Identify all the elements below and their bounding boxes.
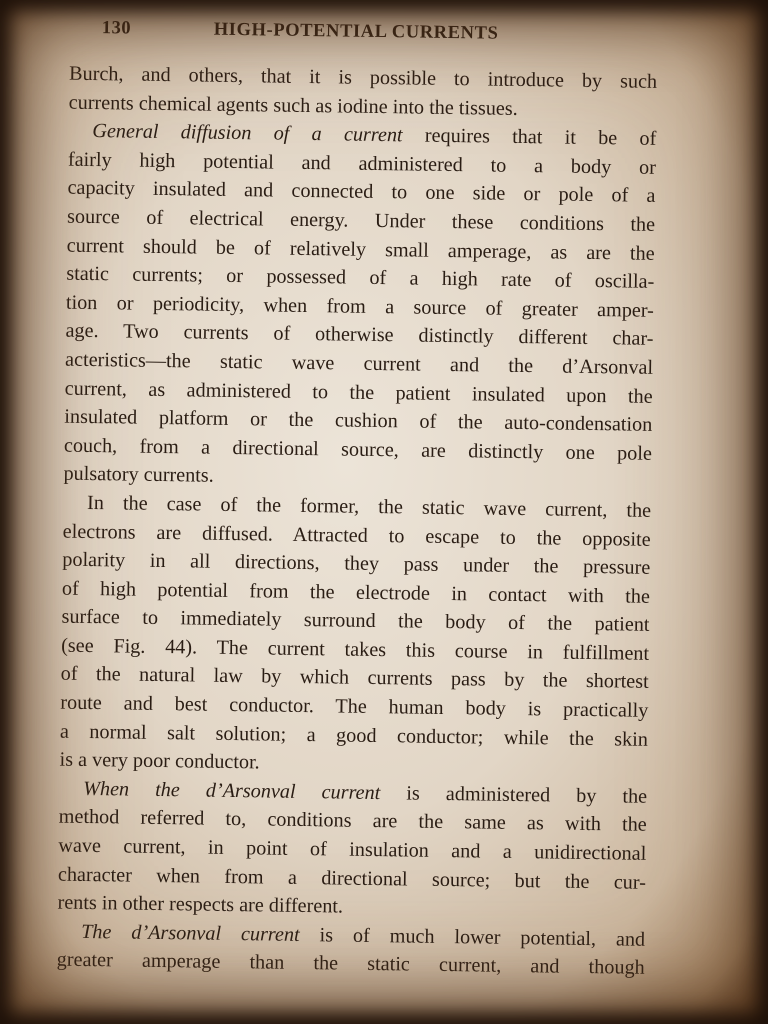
text-line: method referred to, conditions are the same as with the	[58, 806, 647, 837]
body-text	[57, 60, 690, 984]
paragraph	[63, 117, 688, 497]
paragraph	[59, 489, 683, 784]
text-line: age. Two currents of otherwise distinctly different char-	[65, 319, 654, 351]
text-line: static currents; or possessed of a high rate of oscilla-	[66, 262, 655, 294]
text-line: is a very poor conductor.	[59, 748, 260, 774]
text-line: of high potential from the electrode in contact with the	[61, 577, 651, 608]
text-line: surface to immediately surround the body of the patient	[61, 605, 650, 637]
text-line: pulsatory currents.	[63, 462, 214, 488]
text-line: rents in other respects are different.	[57, 891, 344, 918]
text-line: (see Fig. 44). The current takes this course in fulfillment	[60, 634, 650, 665]
text-line: polarity in all directions, they pass under the pressure	[62, 548, 651, 579]
italic-lead: When the d’Arsonval current	[82, 777, 381, 804]
text-line: current, as administered to the patient insulated upon the	[64, 377, 653, 408]
text-line: route and best conductor. The human body is practically	[60, 691, 649, 722]
text-line: In the case of the former, the static wave current, the	[86, 491, 652, 522]
text-line: acteristics—the static wave current and the d’Arsonval	[64, 348, 654, 379]
text-span: requires that it be of	[402, 124, 657, 151]
text-line: of the natural law by which currents pass by the shortest	[60, 663, 649, 694]
text-line: greater amperage than the static current, and though	[56, 948, 645, 980]
text-line: fairly high potential and administered to a body or	[67, 148, 657, 179]
italic-lead: General diffusion of a current	[92, 120, 403, 147]
text-line: a normal salt solution; a good conductor; while the skin	[59, 720, 649, 751]
text-span: is of much lower potential, and	[299, 923, 646, 951]
page-header	[70, 10, 690, 51]
text-line: wave current, in point of insulation and a unidirectional	[58, 834, 647, 865]
text-line: currents chemical agents such as iodine into the tissues.	[68, 91, 518, 120]
text-line: electrons are diffused. Attracted to escape to the opposite	[62, 520, 651, 551]
page-number: 130	[101, 18, 132, 39]
book-page	[56, 10, 690, 1019]
paragraph	[69, 60, 690, 126]
paragraph	[57, 774, 679, 926]
text-line: tion or periodicity, when from a source of greater amper-	[65, 291, 655, 322]
text-line: character when from a directional source; but the cur-	[57, 863, 647, 894]
text-line: couch, from a directional source, are distinctly one pole	[63, 434, 653, 465]
text-line: insulated platform or the cushion of the auto-condensation	[64, 405, 653, 436]
text-line: current should be of relatively small amperage, as are the	[66, 234, 655, 265]
text-line: source of electrical energy. Under these conditions the	[66, 205, 656, 236]
italic-lead: The d’Arsonval current	[81, 920, 300, 946]
text-line: capacity insulated and connected to one side or pole of a	[67, 177, 656, 208]
running-title: HIGH-POTENTIAL CURRENTS	[213, 19, 499, 44]
paragraph	[57, 917, 678, 983]
text-span: is administered by the	[380, 781, 648, 808]
text-line: Burch, and others, that it is possible to introduce by such	[68, 62, 658, 93]
